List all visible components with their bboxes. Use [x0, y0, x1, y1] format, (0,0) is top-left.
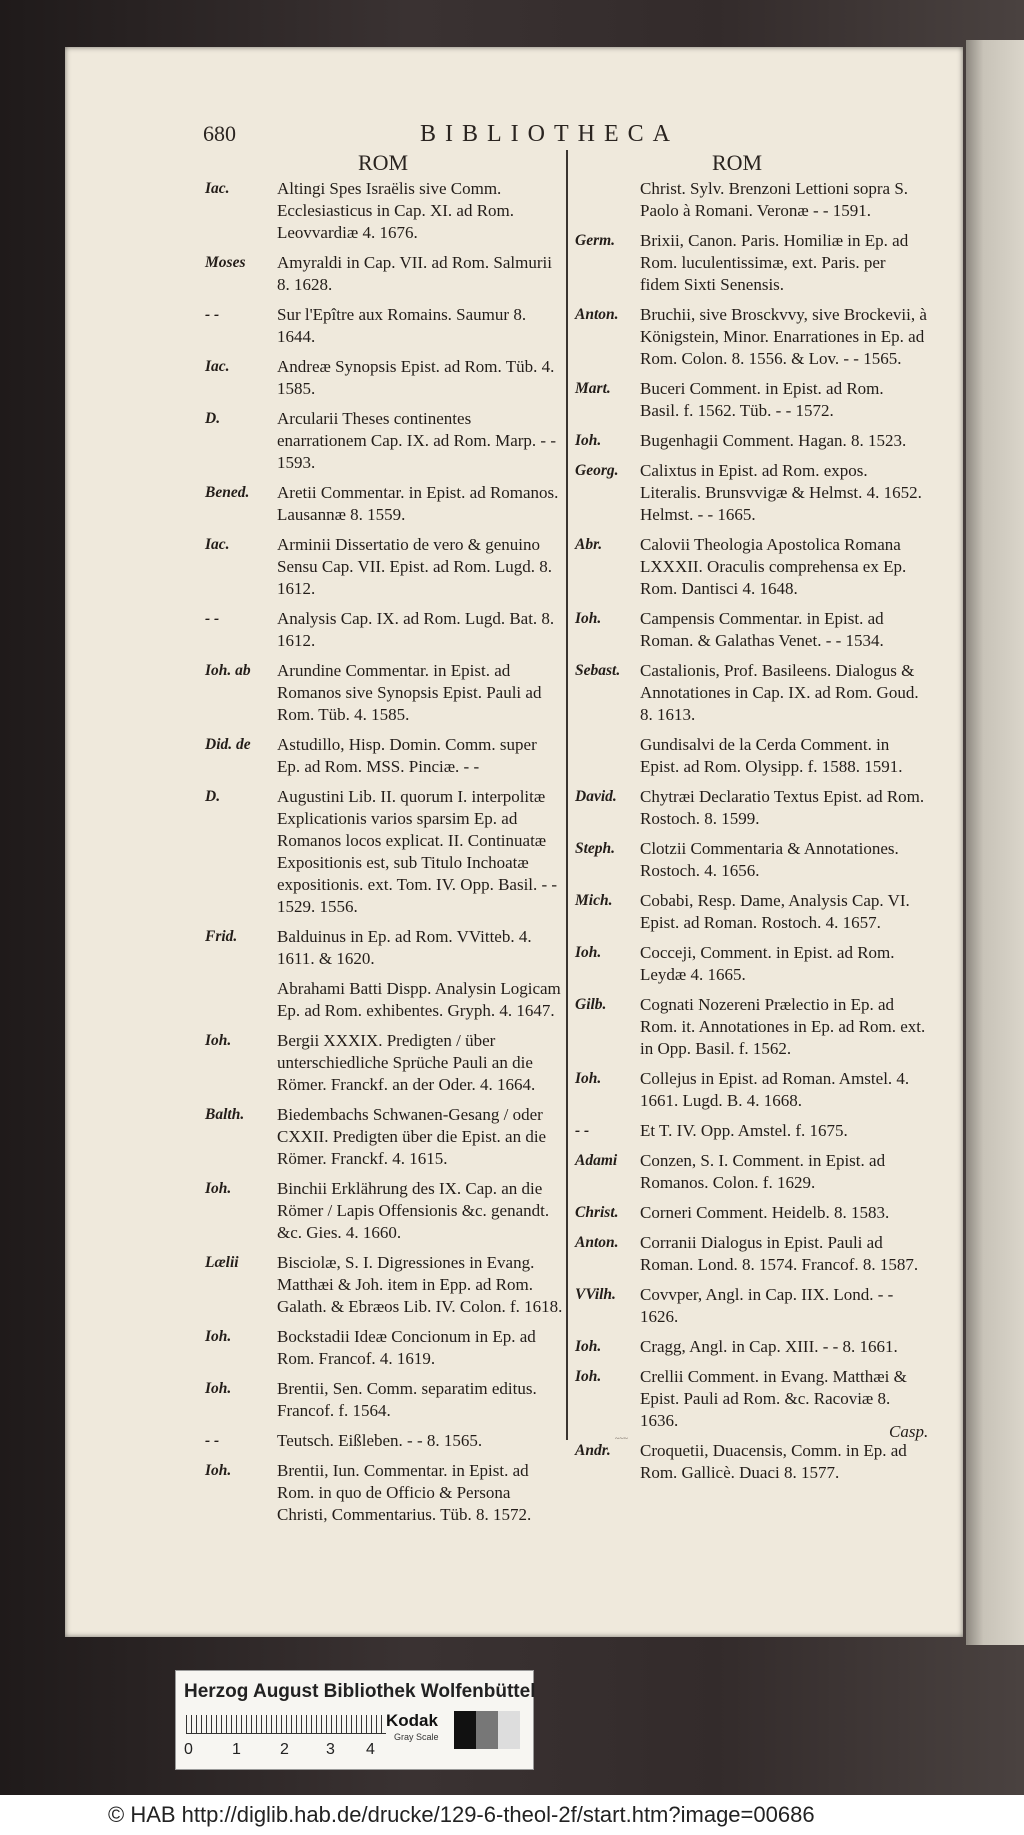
- kodak-subtitle: Gray Scale: [394, 1732, 439, 1742]
- entry-forename: Ioh. ab: [205, 662, 251, 679]
- bibliography-entry: [575, 734, 927, 778]
- entry-text: Altingi Spes Israëlis sive Comm. Ecclesiasticus in Cap. XI. ad Rom. Leovvardiæ 4. 1676.: [277, 179, 515, 242]
- entry-text: Analysis Cap. IX. ad Rom. Lugd. Bat. 8. 1612.: [277, 609, 555, 650]
- entry-forename: Lælii: [205, 1254, 239, 1271]
- entry-forename: Ioh.: [205, 1380, 232, 1397]
- entry-text: Andreæ Synopsis Epist. ad Rom. Tüb. 4. 1585.: [277, 357, 555, 398]
- entry-text: Brixii, Canon. Paris. Homiliæ in Ep. ad Rom. luculentissimæ, ext. Paris. per fidem Sixti Senensis.: [640, 231, 909, 294]
- entry-text: Amyraldi in Cap. VII. ad Rom. Salmurii 8. 1628.: [277, 253, 552, 294]
- entry-forename: [205, 978, 277, 1022]
- entry-forename: Bened.: [205, 484, 250, 501]
- bibliography-entry: [575, 838, 927, 882]
- card-title: Herzog August Bibliothek Wolfenbüttel: [184, 1681, 536, 1702]
- entry-forename: Mart.: [575, 380, 611, 397]
- entry-forename: Andr.: [575, 1442, 611, 1459]
- right-column-heading: ROM: [712, 150, 763, 175]
- bibliography-entry: [205, 304, 563, 348]
- bibliography-entry: [575, 304, 927, 370]
- bibliography-entry: [205, 1326, 563, 1370]
- bibliography-entry: [575, 460, 927, 526]
- bibliography-entry: [205, 252, 563, 296]
- entry-text: Teutsch. Eißleben. - - 8. 1565.: [277, 1431, 483, 1450]
- bibliography-entry: [205, 1460, 563, 1526]
- entry-forename: Georg.: [575, 462, 619, 479]
- bibliography-entry: [205, 1378, 563, 1422]
- ruler-number: 2: [280, 1741, 289, 1758]
- bibliography-entry: [205, 786, 563, 918]
- entry-text: Arminii Dissertatio de vero & genuino Sensu Cap. VII. Epist. ad Rom. Lugd. 8. 1612.: [277, 535, 552, 598]
- entry-forename: Sebast.: [575, 662, 621, 679]
- entry-forename: Ioh.: [575, 944, 602, 961]
- color-calibration-card: [175, 1670, 534, 1770]
- entry-forename: Ioh.: [575, 1070, 602, 1087]
- ruler-number: 1: [232, 1741, 241, 1758]
- entry-text: Campensis Commentar. in Epist. ad Roman. & Galathas Venet. - - 1534.: [640, 609, 884, 650]
- entry-text: Bruchii, sive Brosckvvy, sive Brockevii, à Königstein, Minor. Enarrationes in Ep. ad Rom. Colon. 8. 1556. & Lov. - - 1565.: [640, 305, 927, 368]
- gray-patch-light: [498, 1711, 520, 1749]
- entry-forename: Frid.: [205, 928, 238, 945]
- entry-forename: Ioh.: [575, 1338, 602, 1355]
- entry-text: Cragg, Angl. in Cap. XIII. - - 8. 1661.: [640, 1337, 898, 1356]
- entry-forename: Ioh.: [205, 1180, 232, 1197]
- ruler-number: 0: [184, 1741, 193, 1758]
- entry-forename: Iac.: [205, 180, 230, 197]
- entry-text: Binchii Erklährung des IX. Cap. an die Römer / Lapis Offensionis &c. genandt. &c. Gies. 4. 1660.: [277, 1179, 550, 1242]
- facing-page-edge: [966, 40, 1024, 1645]
- printer-mark: ~~~: [615, 1434, 628, 1443]
- entry-forename: [575, 178, 640, 222]
- bibliography-entry: [205, 178, 563, 244]
- entry-forename: Christ.: [575, 1204, 619, 1221]
- gray-patch-black: [454, 1711, 476, 1749]
- entry-text: Aretii Commentar. in Epist. ad Romanos. Lausannæ 8. 1559.: [277, 483, 559, 524]
- entry-forename: Ioh.: [205, 1032, 232, 1049]
- entry-text: Augustini Lib. II. quorum I. interpolitæ Explicationis varios sparsim Ep. ad Romanos locos explicat. II. Continuatæ Expositionis est, sub Titulo Inchoatæ expositionis. ext. Tom. IV. Opp. Basil. - - 1529. 1556.: [277, 787, 558, 916]
- entry-text: Brentii, Iun. Commentar. in Epist. ad Rom. in quo de Officio & Persona Christi, Commentarius. Tüb. 8. 1572.: [277, 1461, 532, 1524]
- bibliography-entry: [205, 1430, 563, 1452]
- running-head: BIBLIOTHECA: [420, 121, 679, 147]
- entry-text: Cobabi, Resp. Dame, Analysis Cap. VI. Epist. ad Roman. Rostoch. 4. 1657.: [640, 891, 910, 932]
- bibliography-entry: [575, 608, 927, 652]
- entry-forename: David.: [575, 788, 617, 805]
- entry-text: Castalionis, Prof. Basileens. Dialogus & Annotationes in Cap. IX. ad Rom. Goud. 8. 1613.: [640, 661, 919, 724]
- bibliography-entry: [575, 1150, 927, 1194]
- entry-text: Bergii XXXIX. Predigten / über unterschiedliche Sprüche Pauli an die Römer. Franckf. an der Oder. 4. 1664.: [277, 1031, 536, 1094]
- bibliography-entry: [205, 1104, 563, 1170]
- entry-forename: - -: [205, 610, 220, 627]
- bibliography-entry: [575, 1232, 927, 1276]
- entry-text: Covvper, Angl. in Cap. IIX. Lond. - - 1626.: [640, 1285, 894, 1326]
- entry-forename: VVilh.: [575, 1286, 616, 1303]
- left-column-heading: ROM: [358, 150, 409, 175]
- entry-forename: [575, 734, 640, 778]
- bibliography-entry: [205, 660, 563, 726]
- left-column: [205, 178, 563, 1534]
- entry-forename: Moses: [205, 254, 246, 271]
- footer-copyright-link[interactable]: © HAB http://diglib.hab.de/drucke/129-6-theol-2f/start.htm?image=00686: [108, 1802, 815, 1827]
- entry-text: Calovii Theologia Apostolica Romana LXXXII. Oraculis comprehensa ex Ep. Rom. Dantisci 4. 1648.: [640, 535, 907, 598]
- bibliography-entry: [205, 608, 563, 652]
- entry-text: Astudillo, Hisp. Domin. Comm. super Ep. ad Rom. MSS. Pinciæ. - -: [277, 735, 537, 776]
- entry-forename: - -: [575, 1122, 590, 1139]
- column-divider: [566, 150, 568, 1440]
- entry-forename: Did. de: [205, 736, 251, 753]
- entry-text: Cocceji, Comment. in Epist. ad Rom. Leydæ 4. 1665.: [640, 943, 895, 984]
- entry-forename: Iac.: [205, 536, 230, 553]
- bibliography-entry: [575, 430, 927, 452]
- entry-forename: Abr.: [575, 536, 603, 553]
- entry-forename: Ioh.: [575, 610, 602, 627]
- page-number: 680: [203, 121, 236, 146]
- entry-text: Chytræi Declaratio Textus Epist. ad Rom. Rostoch. 8. 1599.: [640, 787, 925, 828]
- entry-forename: - -: [205, 1432, 220, 1449]
- bibliography-entry: [205, 734, 563, 778]
- entry-forename: D.: [205, 410, 221, 427]
- bibliography-entry: [575, 786, 927, 830]
- bibliography-entry: [575, 378, 927, 422]
- entry-text: Et T. IV. Opp. Amstel. f. 1675.: [640, 1121, 848, 1140]
- entry-text: Sur l'Epître aux Romains. Saumur 8. 1644.: [277, 305, 527, 346]
- entry-text: Brentii, Sen. Comm. separatim editus. Francof. f. 1564.: [277, 1379, 537, 1420]
- entry-text: Biedembachs Schwanen-Gesang / oder CXXII. Predigten über die Epist. an die Römer. Franckf. 4. 1615.: [277, 1105, 547, 1168]
- bibliography-entry: [205, 1030, 563, 1096]
- catchword: Casp.: [889, 1422, 929, 1441]
- entry-text: Clotzii Commentaria & Annotationes. Rostoch. 4. 1656.: [640, 839, 899, 880]
- scale-ruler: [186, 1715, 386, 1734]
- entry-forename: Ioh.: [575, 1368, 602, 1385]
- bibliography-entry: [575, 890, 927, 934]
- bibliography-entry: [575, 994, 927, 1060]
- entry-forename: Germ.: [575, 232, 616, 249]
- entry-forename: Ioh.: [205, 1328, 232, 1345]
- entry-forename: - -: [205, 306, 220, 323]
- entry-text: Crellii Comment. in Evang. Matthæi & Epist. Pauli ad Rom. &c. Racoviæ 8. 1636.: [640, 1367, 907, 1430]
- entry-forename: Iac.: [205, 358, 230, 375]
- bibliography-entry: [575, 660, 927, 726]
- kodak-logo: Kodak: [386, 1711, 438, 1730]
- entry-forename: Ioh.: [205, 1462, 232, 1479]
- entry-text: Cognati Nozereni Prælectio in Ep. ad Rom. it. Annotationes in Ep. ad Rom. ext. in Opp. Basil. f. 1562.: [640, 995, 926, 1058]
- bibliography-entry: [575, 534, 927, 600]
- entry-forename: Adami: [575, 1152, 618, 1169]
- entry-forename: D.: [205, 788, 221, 805]
- bibliography-entry: [575, 1284, 927, 1328]
- entry-text: Arundine Commentar. in Epist. ad Romanos sive Synopsis Epist. Pauli ad Rom. Tüb. 4. 1585.: [277, 661, 542, 724]
- entry-text: Corranii Dialogus in Epist. Pauli ad Roman. Lond. 8. 1574. Francof. 8. 1587.: [640, 1233, 919, 1274]
- ruler-number: 3: [326, 1741, 335, 1758]
- bibliography-entry: [205, 1178, 563, 1244]
- entry-forename: Balth.: [205, 1106, 245, 1123]
- bibliography-entry: [205, 926, 563, 970]
- bibliography-entry: [575, 1202, 927, 1224]
- bibliography-entry: [575, 1068, 927, 1112]
- entry-forename: Gilb.: [575, 996, 607, 1013]
- bibliography-entry: [575, 1120, 927, 1142]
- bibliography-entry: [205, 978, 563, 1022]
- entry-text: Gundisalvi de la Cerda Comment. in Epist. ad Rom. Olysipp. f. 1588. 1591.: [640, 735, 903, 776]
- entry-forename: Ioh.: [575, 432, 602, 449]
- entry-text: Corneri Comment. Heidelb. 8. 1583.: [640, 1203, 890, 1222]
- bibliography-entry: [205, 356, 563, 400]
- entry-forename: Mich.: [575, 892, 613, 909]
- entry-text: Calixtus in Epist. ad Rom. expos. Literalis. Brunsvvigæ & Helmst. 4. 1652. Helmst. - - 1665.: [640, 461, 922, 524]
- entry-text: Abrahami Batti Dispp. Analysin Logicam Ep. ad Rom. exhibentes. Gryph. 4. 1647.: [277, 979, 561, 1020]
- entry-forename: Steph.: [575, 840, 616, 857]
- entry-text: Balduinus in Ep. ad Rom. VVitteb. 4. 1611. & 1620.: [277, 927, 532, 968]
- entry-text: Christ. Sylv. Brenzoni Lettioni sopra S. Paolo à Romani. Veronæ - - 1591.: [640, 179, 909, 220]
- bibliography-entry: [205, 534, 563, 600]
- entry-text: Buceri Comment. in Epist. ad Rom. Basil. f. 1562. Tüb. - - 1572.: [640, 379, 884, 420]
- bibliography-entry: [205, 482, 563, 526]
- bibliography-entry: [575, 1336, 927, 1358]
- entry-text: Croquetii, Duacensis, Comm. in Ep. ad Rom. Gallicè. Duaci 8. 1577.: [640, 1441, 907, 1482]
- bibliography-entry: [575, 230, 927, 296]
- gray-patch-mid: [476, 1711, 498, 1749]
- entry-text: Arcularii Theses continentes enarrationem Cap. IX. ad Rom. Marp. - - 1593.: [277, 409, 556, 472]
- bibliography-entry: [575, 1440, 927, 1484]
- entry-text: Bisciolæ, S. I. Digressiones in Evang. Matthæi & Joh. item in Epp. ad Rom. Galath. & Ebræos Lib. IV. Colon. f. 1618.: [277, 1253, 563, 1316]
- entry-text: Conzen, S. I. Comment. in Epist. ad Romanos. Colon. f. 1629.: [640, 1151, 886, 1192]
- bibliography-entry: [205, 408, 563, 474]
- bibliography-entry: [575, 942, 927, 986]
- bibliography-entry: [205, 1252, 563, 1318]
- entry-text: Collejus in Epist. ad Roman. Amstel. 4. 1661. Lugd. B. 4. 1668.: [640, 1069, 910, 1110]
- bibliography-entry: [575, 178, 927, 222]
- entry-text: Bockstadii Ideæ Concionum in Ep. ad Rom. Francof. 4. 1619.: [277, 1327, 536, 1368]
- entry-forename: Anton.: [575, 1234, 619, 1251]
- entry-text: Bugenhagii Comment. Hagan. 8. 1523.: [640, 431, 907, 450]
- entry-forename: Anton.: [575, 306, 619, 323]
- bibliography-entry: [575, 1366, 927, 1432]
- right-column: [575, 178, 927, 1492]
- ruler-number: 4: [366, 1741, 375, 1758]
